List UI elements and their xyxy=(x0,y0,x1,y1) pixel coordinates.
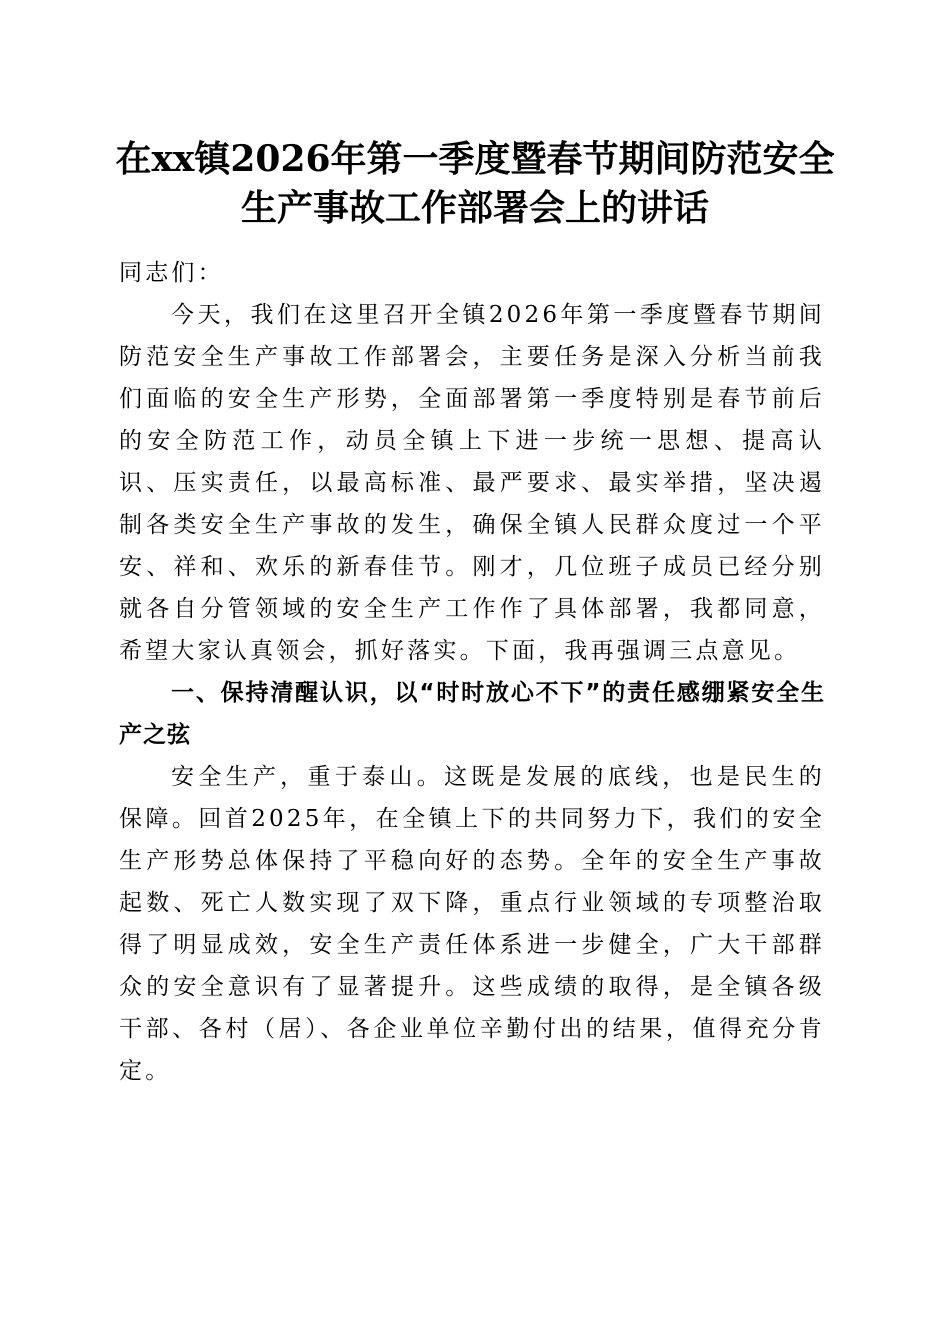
title-line-1: 在xx镇2026年第一季度暨春节期间防范安全 xyxy=(115,138,835,180)
section-heading-1: 一、保持清醒认识，以“时时放心不下”的责任感绷紧安全生产之弦 xyxy=(119,680,825,748)
document-body xyxy=(119,252,825,1092)
document-title xyxy=(95,135,855,233)
title-line-2: 生产事故工作部署会上的讲话 xyxy=(240,187,709,229)
salutation: 同志们： xyxy=(119,260,224,286)
paragraph-intro: 今天，我们在这里召开全镇2026年第一季度暨春节期间防范安全生产事故工作部署会，主要任务是深入分析当前我们面临的安全生产形势，全面部署第一季度特别是春节前后的安全防范工作，动员全镇上下进一步统一思想、提高认识、压实责任，以最高标准、最严要求、最实举措，坚决遏制各类安全生产事故的发生，确保全镇人民群众度过一个平安、祥和、欢乐的新春佳节。刚才，几位班子成员已经分别就各自分管领域的安全生产工作作了具体部署，我都同意，希望大家认真领会，抓好落实。下面，我再强调三点意见。 xyxy=(119,302,825,664)
paragraph-section-1: 安全生产，重于泰山。这既是发展的底线，也是民生的保障。回首2025年，在全镇上下的共同努力下，我们的安全生产形势总体保持了平稳向好的态势。全年的安全生产事故起数、死亡人数实现了双下降，重点行业领域的专项整治取得了明显成效，安全生产责任体系进一步健全，广大干部群众的安全意识有了显著提升。这些成绩的取得，是全镇各级干部、各村（居）、各企业单位辛勤付出的结果，值得充分肯定。 xyxy=(119,764,825,1084)
